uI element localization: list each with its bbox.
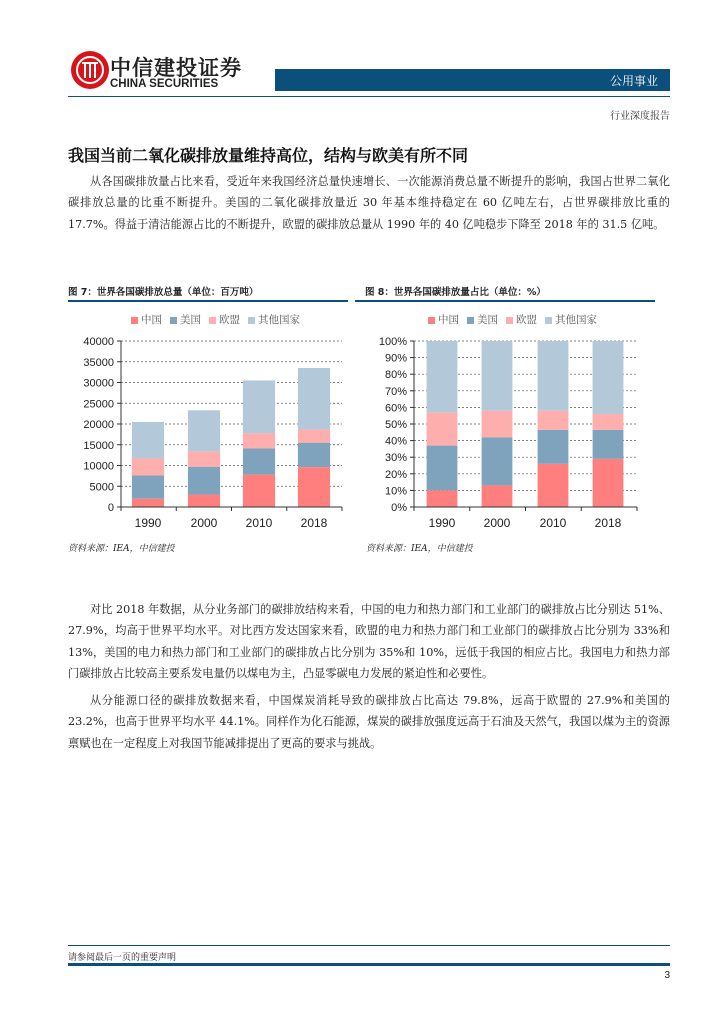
sector-label: 公用事业 xyxy=(609,74,658,88)
section-title: 我国当前二氧化碳排放量维持高位，结构与欧美有所不同 xyxy=(68,146,469,165)
bar-segment xyxy=(188,495,220,507)
y-tick-label: 0% xyxy=(391,502,407,514)
figure-8-chart xyxy=(355,305,655,545)
x-tick-label: 2010 xyxy=(245,516,273,530)
citic-logo-icon xyxy=(70,50,110,90)
x-tick-label: 2010 xyxy=(539,516,567,530)
y-tick-label: 70% xyxy=(384,385,407,398)
bar-segment xyxy=(593,414,624,430)
x-tick-label: 2018 xyxy=(300,516,328,530)
bar-segment xyxy=(538,464,569,507)
bar-segment xyxy=(132,499,164,507)
bar-segment xyxy=(538,341,569,411)
bar-segment xyxy=(188,410,220,451)
logo-name-cn: 中信建投证券 xyxy=(110,56,242,80)
y-tick-label: 40000 xyxy=(83,336,114,348)
bar-segment xyxy=(243,448,275,474)
bar-segment xyxy=(243,380,275,433)
footer-bar xyxy=(68,963,670,966)
figure-7-rule xyxy=(68,300,348,302)
x-tick-label: 1990 xyxy=(428,516,456,530)
bar-segment xyxy=(593,341,624,414)
bar-segment xyxy=(298,429,330,442)
bar-segment xyxy=(482,437,513,485)
x-tick-label: 2018 xyxy=(594,516,622,530)
figure-7-chart xyxy=(60,305,350,545)
y-tick-label: 5000 xyxy=(89,481,114,494)
figure-8-source: 资料来源：IEA，中信建投 xyxy=(366,544,473,554)
x-tick-label: 2000 xyxy=(190,516,218,530)
bar-segment xyxy=(593,459,624,507)
y-tick-label: 80% xyxy=(384,369,407,382)
bar-segment xyxy=(538,430,569,464)
paragraph: 从分能源口径的碳排放数据来看，中国煤炭消耗导致的碳排放占比高达 79.8%，远高于欧盟的 27.9%和美国的 23.2%，也高于世界平均水平 44.1%。同样作为化石能源，煤炭的碳排放强度远高于石油及天然气，我国以煤为主的资源禀赋也在一定程度上对我国节能减排提出了更高的要求与挑战。 xyxy=(68,694,670,750)
bar-segment xyxy=(188,467,220,495)
y-tick-label: 30000 xyxy=(83,377,114,390)
bar-segment xyxy=(298,368,330,429)
figure-8-rule xyxy=(355,300,655,302)
y-tick-label: 30% xyxy=(384,452,407,465)
legend-label: 欧盟 xyxy=(219,314,240,326)
bar-segment xyxy=(132,458,164,475)
y-tick-label: 100% xyxy=(378,336,407,348)
legend-label: 中国 xyxy=(141,314,162,326)
header-divider xyxy=(68,96,670,97)
y-tick-label: 20% xyxy=(384,468,407,481)
x-tick-label: 2000 xyxy=(483,516,511,530)
legend-label: 其他国家 xyxy=(258,314,300,326)
legend-label: 美国 xyxy=(477,314,498,326)
bar-segment xyxy=(188,451,220,466)
bar-segment xyxy=(243,475,275,507)
figure-7-source: 资料来源：IEA，中信建投 xyxy=(68,544,175,554)
logo-name-en: CHINA SECURITIES xyxy=(110,78,219,90)
y-tick-label: 40% xyxy=(384,435,407,448)
legend-label: 其他国家 xyxy=(555,314,597,326)
x-tick-label: 1990 xyxy=(134,516,162,530)
bar-segment xyxy=(243,433,275,448)
y-tick-label: 35000 xyxy=(83,356,114,369)
figure-7-title: 图 7：世界各国碳排放总量（单位：百万吨） xyxy=(68,287,259,298)
bar-segment xyxy=(538,411,569,430)
sector-banner xyxy=(275,69,670,91)
legend-label: 美国 xyxy=(180,314,201,326)
bar-segment xyxy=(427,341,458,412)
y-tick-label: 25000 xyxy=(83,398,114,411)
legend-label: 欧盟 xyxy=(516,314,537,326)
footer-divider xyxy=(68,945,670,946)
legend-label: 中国 xyxy=(438,314,459,326)
y-tick-label: 15000 xyxy=(83,439,114,452)
y-tick-label: 20000 xyxy=(83,419,114,431)
page-number: 3 xyxy=(664,970,670,981)
paragraph: 从各国碳排放量占比来看，受近年来我国经济总量快速增长、一次能源消费总量不断提升的影响，我国占世界二氧化碳排放总量的比重不断提升。美国的二氧化碳排放量近 30 年基本维持稳定在 60 亿吨左右，占世界碳排放比重的 17.7%。得益于清洁能源占比的不断提升，欧盟的碳排放总量从 1990 年的 40 亿吨稳步下降至 2018 年的 31.5 亿吨。 xyxy=(68,175,670,231)
figure-8-title: 图 8：世界各国碳排放量占比（单位：%） xyxy=(365,287,546,298)
bar-segment xyxy=(427,446,458,491)
bar-segment xyxy=(482,341,513,411)
y-tick-label: 90% xyxy=(384,352,407,365)
bar-segment xyxy=(298,467,330,507)
paragraph: 对比 2018 年数据，从分业务部门的碳排放结构来看，中国的电力和热力部门和工业部门的碳排放占比分别达 51%、27.9%，均高于世界平均水平。对比西方发达国家来看，欧盟的电力和热力部门和工业部门的碳排放占比分别为 33%和 13%，美国的电力和热力部门和工业部门的碳排放占比分别为 35%和 10%，远低于我国的相应占比。我国电力和热力部门碳排放占比较高主要系发电量仍以煤电为主，凸显零碳电力发展的紧迫性和必要性。 xyxy=(68,603,670,680)
y-tick-label: 0 xyxy=(107,502,114,514)
bar-segment xyxy=(482,485,513,507)
bar-segment xyxy=(427,490,458,507)
report-type: 行业深度报告 xyxy=(610,111,670,122)
y-tick-label: 10000 xyxy=(83,460,114,473)
bar-segment xyxy=(132,475,164,498)
bar-segment xyxy=(298,443,330,467)
y-tick-label: 50% xyxy=(384,419,407,431)
bar-segment xyxy=(427,412,458,445)
y-tick-label: 10% xyxy=(384,485,407,498)
y-tick-label: 60% xyxy=(384,402,407,415)
bar-segment xyxy=(482,411,513,438)
bar-segment xyxy=(132,422,164,459)
bar-segment xyxy=(593,430,624,459)
disclaimer-note: 请参阅最后一页的重要声明 xyxy=(68,953,177,963)
